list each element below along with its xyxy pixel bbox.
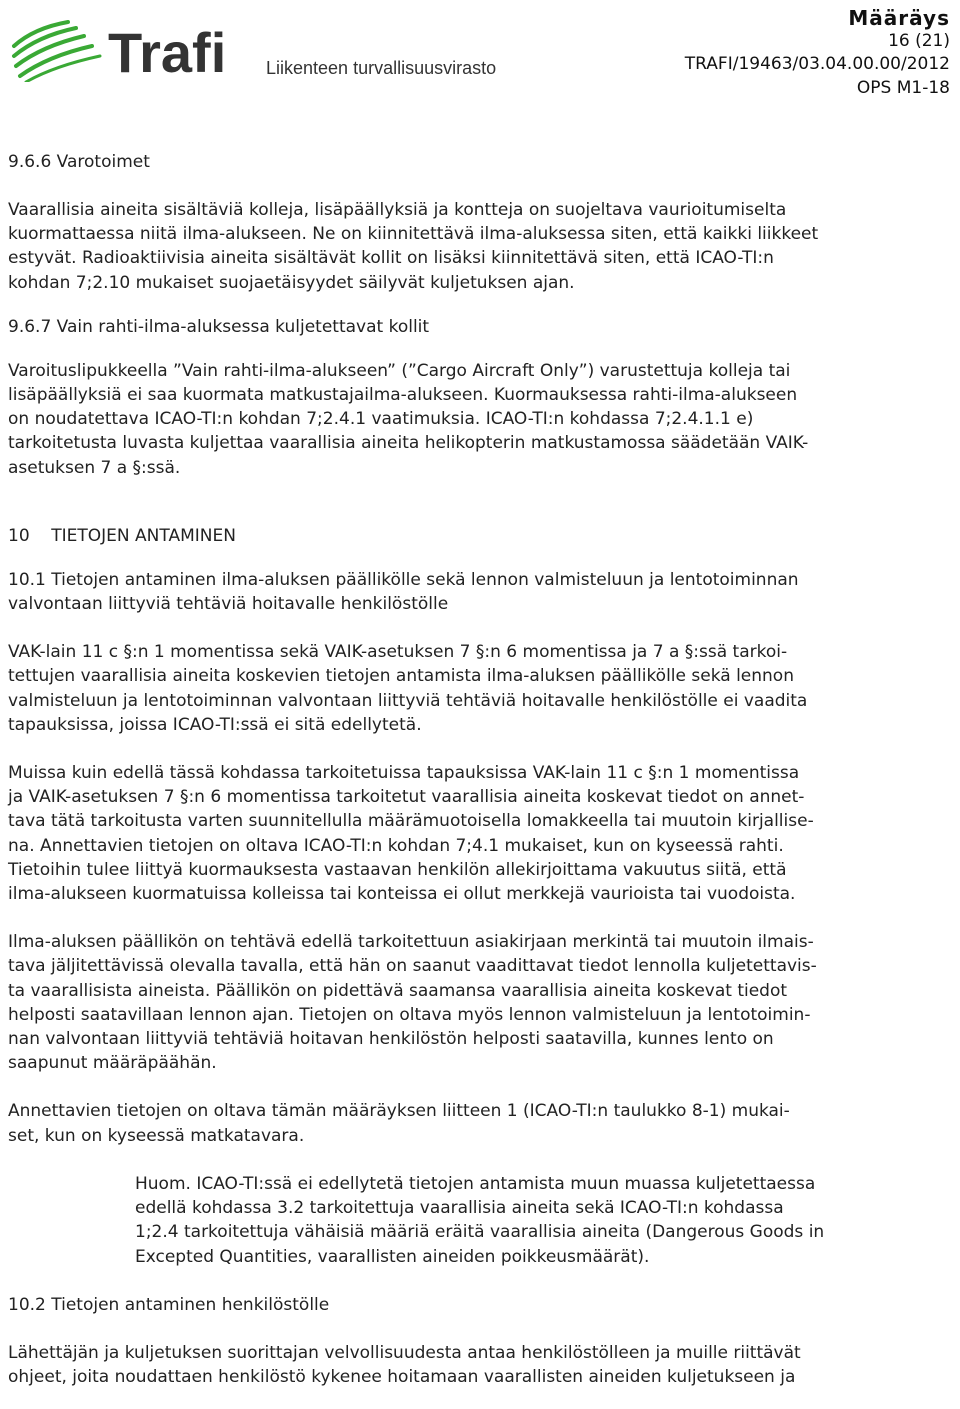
page-number: 16 (21)	[888, 31, 950, 51]
paragraph-4	[8, 1099, 953, 1147]
text-line: Varoituslipukkeella ”Vain rahti-ilma-alukseen” (”Cargo Aircraft Only”) varustettuja kolleja tai	[8, 360, 791, 381]
note-block	[135, 1172, 953, 1269]
org-name: Trafi	[108, 21, 227, 82]
section-10-title: 10 TIETOJEN ANTAMINEN	[8, 525, 236, 546]
section-9-6-7-paragraph	[8, 359, 953, 480]
text-line: ta vaarallisista aineista. Päällikön on pidettävä saamansa vaarallisia aineita koskevat tiedot	[8, 980, 788, 1001]
text-line: 10.1 Tietojen antaminen ilma-aluksen päällikölle sekä lennon valmisteluun ja lentotoiminnan	[8, 569, 799, 590]
document-body	[8, 150, 953, 1389]
text-line: Tietoihin tulee liittyä kuormauksesta vastaavan henkilön allekirjoittama vakuutus siitä, että	[8, 859, 787, 880]
section-9-6-6-paragraph	[8, 198, 953, 295]
trafi-swoosh-icon	[14, 22, 100, 82]
text-line: Muissa kuin edellä tässä kohdassa tarkoitetuissa tapauksissa VAK-lain 11 c §:n 1 momentissa	[8, 763, 800, 784]
paragraph-2	[8, 761, 953, 906]
text-line: Annettavien tietojen on oltava tämän määräyksen liitteen 1 (ICAO-TI:n taulukko 8-1) mukai-	[8, 1101, 790, 1122]
text-line: saapunut määräpäähän.	[8, 1053, 217, 1074]
text-line: tarkoitetusta luvasta kuljettaa vaarallisia aineita helikopterin matkustamossa säädetään VAIK-	[8, 433, 809, 454]
document-header	[685, 6, 950, 100]
text-line: on noudatettava ICAO-TI:n kohdan 7;2.4.1 vaatimuksia. ICAO-TI:n kohdassa 7;2.4.1.1 e)	[8, 409, 754, 430]
text-line: Huom. ICAO-TI:ssä ei edellytetä tietojen antamista muun muassa kuljetettaessa	[135, 1173, 816, 1194]
regulation-code: OPS M1-18	[856, 78, 950, 98]
text-line: 1;2.4 tarkoitettuja vähäisiä määriä eräitä vaarallisia aineita (Dangerous Goods in	[135, 1222, 825, 1243]
paragraph-5	[8, 1341, 953, 1389]
text-line: tava jäljitettävissä olevalla tavalla, että hän on saanut vaadittavat tiedot lennolla kuljetettavis-	[8, 956, 817, 977]
text-line: edellä kohdassa 3.2 tarkoitettuja vaarallisia aineita sekä ICAO-TI:n kohdassa	[135, 1198, 784, 1219]
text-line: Excepted Quantities, vaarallisten aineiden poikkeusmäärät).	[135, 1246, 650, 1267]
document-type: Määräys	[848, 6, 950, 30]
text-line: valmisteluun ja lentotoiminnan valvontaan liittyviä tehtäviä hoitavalle henkilöstölle ei vaadita	[8, 690, 808, 711]
section-9-6-7-title: 9.6.7 Vain rahti-ilma-aluksessa kuljetettavat kollit	[8, 316, 430, 337]
text-line: Vaarallisia aineita sisältäviä kolleja, lisäpäällyksiä ja kontteja on suojeltava vaurioitumiselta	[8, 200, 787, 220]
paragraph-1	[8, 640, 953, 737]
text-line: na. Annettavien tietojen on oltava ICAO-TI:n kohdan 7;4.1 mukaiset, kun on kyseessä rahti.	[8, 835, 784, 856]
text-line: ja VAIK-asetuksen 7 §:n 6 momentissa tarkoitetut vaarallisia aineita koskevat tiedot on annet-	[8, 787, 805, 808]
text-line: VAK-lain 11 c §:n 1 momentissa sekä VAIK-asetuksen 7 §:n 6 momentissa ja 7 a §:ssä tarkoi-	[8, 642, 788, 663]
section-9-6-6-title: 9.6.6 Varotoimet	[8, 152, 150, 172]
text-line: lisäpäällyksiä ei saa kuormata matkustajailma-alukseen. Kuormauksessa rahti-ilma-alukseen	[8, 385, 798, 406]
text-line: valvontaan liittyviä tehtäviä hoitavalle henkilöstölle	[8, 594, 449, 615]
text-line: ilma-alukseen kuormatuissa kolleissa tai konteissa ei ollut merkkejä vaurioista tai vuodoista.	[8, 884, 796, 905]
text-line: Lähettäjän ja kuljetuksen suorittajan velvollisuudesta antaa henkilöstölleen ja muille riittävät	[8, 1342, 801, 1363]
org-subtitle: Liikenteen turvallisuusvirasto	[266, 58, 497, 78]
text-line: kuormattaessa niitä ilma-alukseen. Ne on kiinnitettävä ilma-aluksessa siten, että kaikki liikkeet	[8, 224, 819, 245]
text-line: set, kun on kyseessä matkatavara.	[8, 1125, 305, 1146]
text-line: tettujen vaarallisia aineita koskevien tietojen antamista ilma-aluksen päällikölle sekä lennon	[8, 666, 794, 687]
section-10-1-title	[8, 568, 953, 616]
paragraph-3	[8, 930, 953, 1075]
section-10-2-title: 10.2 Tietojen antaminen henkilöstölle	[8, 1294, 330, 1315]
text-line: helposti saatavillaan lennon ajan. Tietojen on oltava myös lennon valmisteluun ja lentotoimin-	[8, 1004, 811, 1025]
text-line: kohdan 7;2.10 mukaiset suojaetäisyydet säilyvät kuljetuksen ajan.	[8, 272, 575, 293]
text-line: ohjeet, joita noudattaen henkilöstö kykenee hoitamaan vaarallisten aineiden kuljetukseen ja	[8, 1366, 796, 1387]
text-line: Ilma-aluksen päällikön on tehtävä edellä tarkoitettuun asiakirjaan merkintä tai muutoin ilmais-	[8, 932, 814, 953]
text-line: asetuksen 7 a §:ssä.	[8, 457, 181, 478]
reference-number: TRAFI/19463/03.04.00.00/2012	[684, 54, 950, 74]
text-line: tapauksissa, joissa ICAO-TI:ssä ei sitä edellytetä.	[8, 714, 422, 735]
text-line: tava tätä tarkoitusta varten suunnitellulla määrämuotoisella lomakkeella tai muutoin kirjallise-	[8, 811, 814, 832]
text-line: estyvät. Radioaktiivisia aineita sisältävät kollit on lisäksi kiinnitettävä siten, että ICAO-TI:n	[8, 248, 774, 269]
text-line: nan valvontaan liittyviä tehtäviä hoitavan henkilöstön helposti saatavilla, kunnes lento on	[8, 1029, 774, 1050]
trafi-logo	[10, 18, 510, 82]
